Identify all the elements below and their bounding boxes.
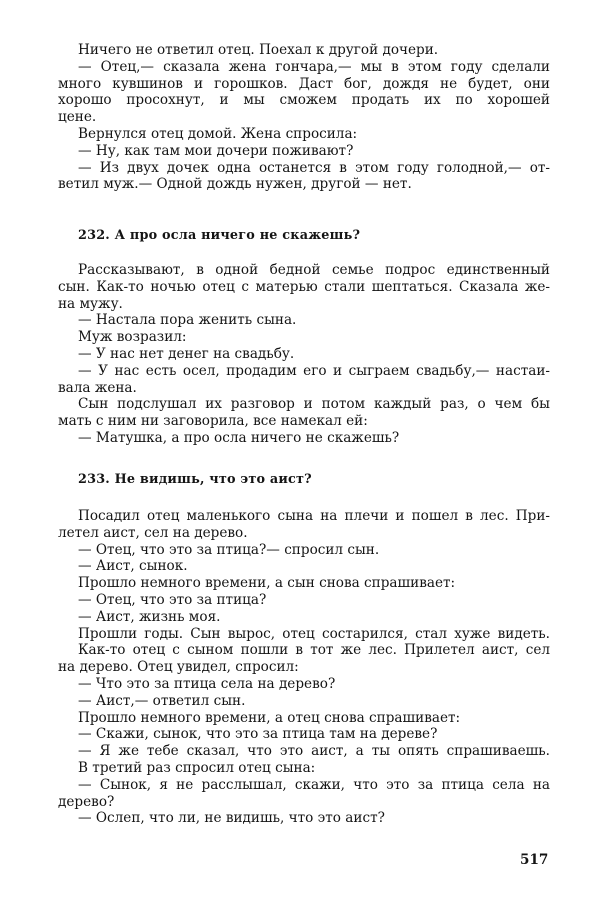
- text-line: В третий раз спросил отец сына:: [78, 759, 316, 776]
- text-line: — Что это за птица села на дерево?: [78, 675, 336, 692]
- page-number: 517: [520, 852, 549, 868]
- text-line: на мужу.: [58, 295, 123, 312]
- story-232-heading-wrap: [58, 228, 550, 245]
- text-line: — Отец, что это за птица?— спросил сын.: [78, 541, 380, 558]
- text-line: — У нас есть осел, продадим его и сыграем свадьбу,— настаи-: [78, 362, 550, 379]
- text-line: Прошли годы. Сын вырос, отец состарился, стал хуже видеть.: [78, 625, 550, 642]
- text-line: Рассказывают, в одной бедной семье подрос единственный: [78, 262, 550, 278]
- text-line: ветил муж.— Одной дождь нужен, другой — нет.: [58, 176, 412, 193]
- text-line: — Из двух дочек одна останется в этом году голодной,— от-: [78, 159, 550, 176]
- story-title: 232. А про осла ничего не скажешь?: [78, 228, 361, 243]
- text-line: Сын подслушал их разговор и потом каждый раз, о чем бы: [78, 396, 550, 413]
- text-line: много кувшинов и горошков. Даст бог, дождя не будет, они: [58, 75, 550, 92]
- text-line: хорошо просохнут, и мы сможем продать их по хорошей: [58, 92, 550, 109]
- text-line: — У нас нет денег на свадьбу.: [78, 345, 295, 362]
- story-232-body: [58, 262, 550, 447]
- story-title: 233. Не видишь, что это аист?: [78, 472, 312, 487]
- previous-story-ending: [58, 42, 550, 193]
- text-line: летел аист, сел на дерево.: [58, 524, 248, 541]
- text-line: — Скажи, сынок, что это за птица там на дереве?: [78, 726, 438, 743]
- text-line: мать с ним ни заговорила, все намекал ей:: [58, 413, 368, 430]
- text-line: — Я же тебе сказал, что это аист, а ты опять спрашиваешь.: [78, 743, 550, 760]
- text-line: цене.: [58, 109, 97, 126]
- story-233-body: [58, 508, 550, 827]
- story-233-heading-wrap: [58, 472, 550, 489]
- text-line: дерево?: [58, 793, 115, 810]
- text-line: — Ну, как там мои дочери поживают?: [78, 142, 354, 159]
- text-line: Прошло немного времени, а сын снова спрашивает:: [78, 575, 456, 592]
- text-line: вала жена.: [58, 379, 137, 396]
- text-line: Посадил отец маленького сына на плечи и пошел в лес. При-: [78, 508, 550, 524]
- text-line: — Матушка, а про осла ничего не скажешь?: [78, 429, 400, 446]
- text-line: Муж возразил:: [78, 329, 187, 346]
- text-line: — Настала пора женить сына.: [78, 312, 297, 329]
- text-line: Ничего не ответил отец. Поехал к другой дочери.: [78, 42, 439, 58]
- text-line: сын. Как-то ночью отец с матерью стали шептаться. Сказала же-: [58, 278, 550, 295]
- text-line: — Сынок, я не расслышал, скажи, что это за птица села на: [78, 776, 550, 793]
- text-line: на дерево. Отец увидел, спросил:: [58, 659, 299, 676]
- text-line: — Отец, что это за птица?: [78, 591, 267, 608]
- text-line: Прошло немного времени, а отец снова спрашивает:: [78, 709, 461, 726]
- text-line: — Аист,— ответил сын.: [78, 692, 246, 709]
- text-line: Как-то отец с сыном пошли в тот же лес. Прилетел аист, сел: [78, 642, 550, 659]
- text-line: — Отец,— сказала жена гончара,— мы в этом году сделали: [78, 58, 550, 75]
- text-line: Вернулся отец домой. Жена спросила:: [78, 125, 358, 142]
- text-line: — Аист, сынок.: [78, 558, 188, 575]
- text-line: — Ослеп, что ли, не видишь, что это аист?: [78, 810, 385, 827]
- text-line: — Аист, жизнь моя.: [78, 608, 221, 625]
